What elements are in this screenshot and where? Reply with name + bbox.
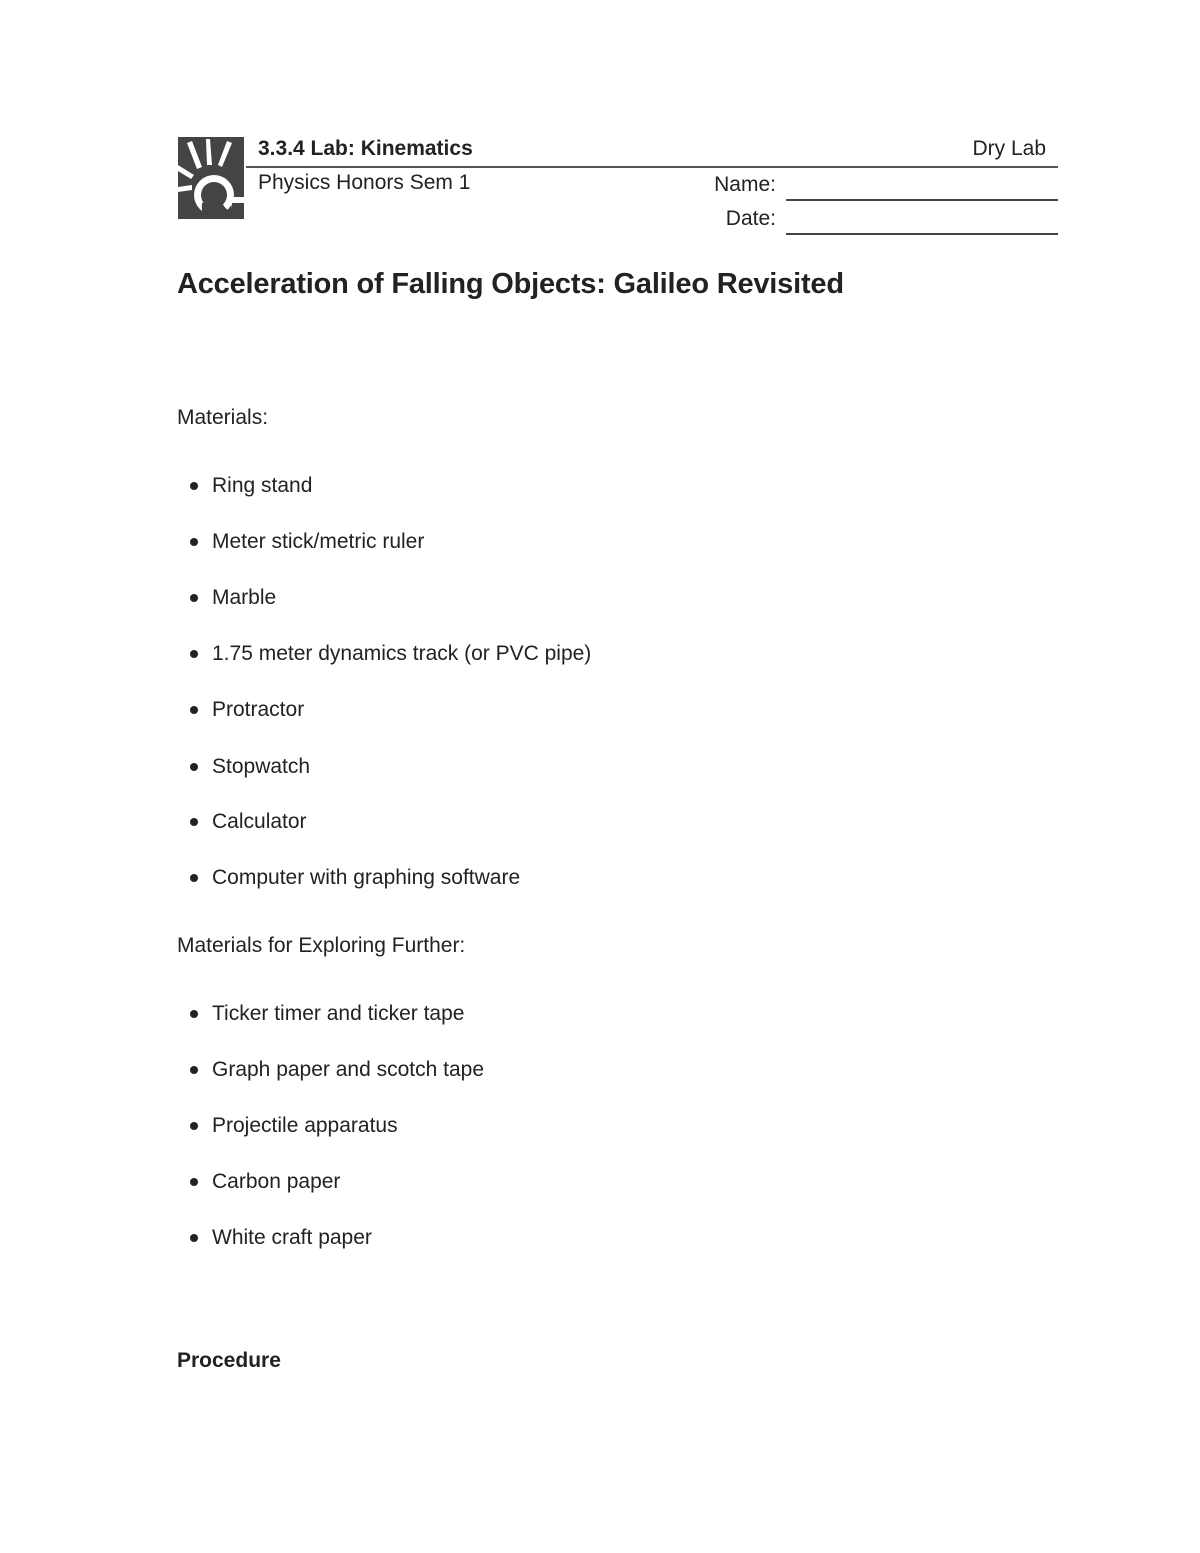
- bullet-icon: [190, 538, 198, 546]
- materials-further-item: [190, 1058, 484, 1082]
- bullet-icon: [190, 1178, 198, 1186]
- materials-further-item: [190, 1002, 464, 1026]
- materials-item: [190, 698, 304, 722]
- materials-item-text: Computer with graphing software: [212, 866, 521, 889]
- date-field[interactable]: [698, 207, 1058, 237]
- materials-further-item: [190, 1226, 372, 1250]
- bullet-icon: [190, 1066, 198, 1074]
- bullet-icon: [190, 1234, 198, 1242]
- materials-item: [190, 810, 307, 834]
- materials-further-item-text: Graph paper and scotch tape: [212, 1058, 485, 1081]
- bullet-icon: [190, 818, 198, 826]
- materials-further-item: [190, 1170, 340, 1194]
- materials-item: [190, 755, 310, 779]
- materials-item-text: Stopwatch: [212, 755, 311, 778]
- sun-head-logo-icon: [178, 137, 244, 219]
- materials-item-text: Ring stand: [212, 474, 313, 497]
- materials-item: [190, 642, 591, 666]
- materials-further-label: Materials for Exploring Further:: [177, 934, 466, 957]
- bullet-icon: [190, 1010, 198, 1018]
- materials-item-text: 1.75 meter dynamics track (or PVC pipe): [212, 642, 592, 665]
- date-label: Date:: [725, 207, 776, 230]
- bullet-icon: [190, 763, 198, 771]
- bullet-icon: [190, 706, 198, 714]
- name-label: Name:: [714, 173, 776, 196]
- name-field[interactable]: [698, 173, 1058, 203]
- materials-item-text: Meter stick/metric ruler: [212, 530, 425, 553]
- materials-further-item-text: Ticker timer and ticker tape: [212, 1002, 465, 1025]
- materials-item: [190, 474, 312, 498]
- bullet-icon: [190, 874, 198, 882]
- materials-item-text: Marble: [212, 586, 277, 609]
- materials-further-item-text: Carbon paper: [212, 1170, 341, 1193]
- lab-title: 3.3.4 Lab: Kinematics: [258, 137, 473, 160]
- bullet-icon: [190, 594, 198, 602]
- materials-label: Materials:: [177, 406, 269, 429]
- materials-item: [190, 866, 520, 890]
- bullet-icon: [190, 482, 198, 490]
- materials-further-item: [190, 1114, 398, 1138]
- materials-item: [190, 586, 276, 610]
- materials-further-item-text: White craft paper: [212, 1226, 372, 1249]
- name-line[interactable]: [786, 199, 1058, 201]
- materials-item-text: Calculator: [212, 810, 307, 833]
- bullet-icon: [190, 1122, 198, 1130]
- date-line[interactable]: [786, 233, 1058, 235]
- course-name: Physics Honors Sem 1: [258, 171, 471, 194]
- materials-item: [190, 530, 424, 554]
- document-title: Acceleration of Falling Objects: Galileo Revisited: [177, 268, 844, 300]
- procedure-heading: Procedure: [177, 1349, 281, 1372]
- document-header: [178, 133, 1058, 243]
- bullet-icon: [190, 650, 198, 658]
- lab-type: Dry Lab: [972, 137, 1046, 160]
- header-divider: [246, 166, 1058, 168]
- materials-item-text: Protractor: [212, 698, 305, 721]
- materials-further-item-text: Projectile apparatus: [212, 1114, 398, 1137]
